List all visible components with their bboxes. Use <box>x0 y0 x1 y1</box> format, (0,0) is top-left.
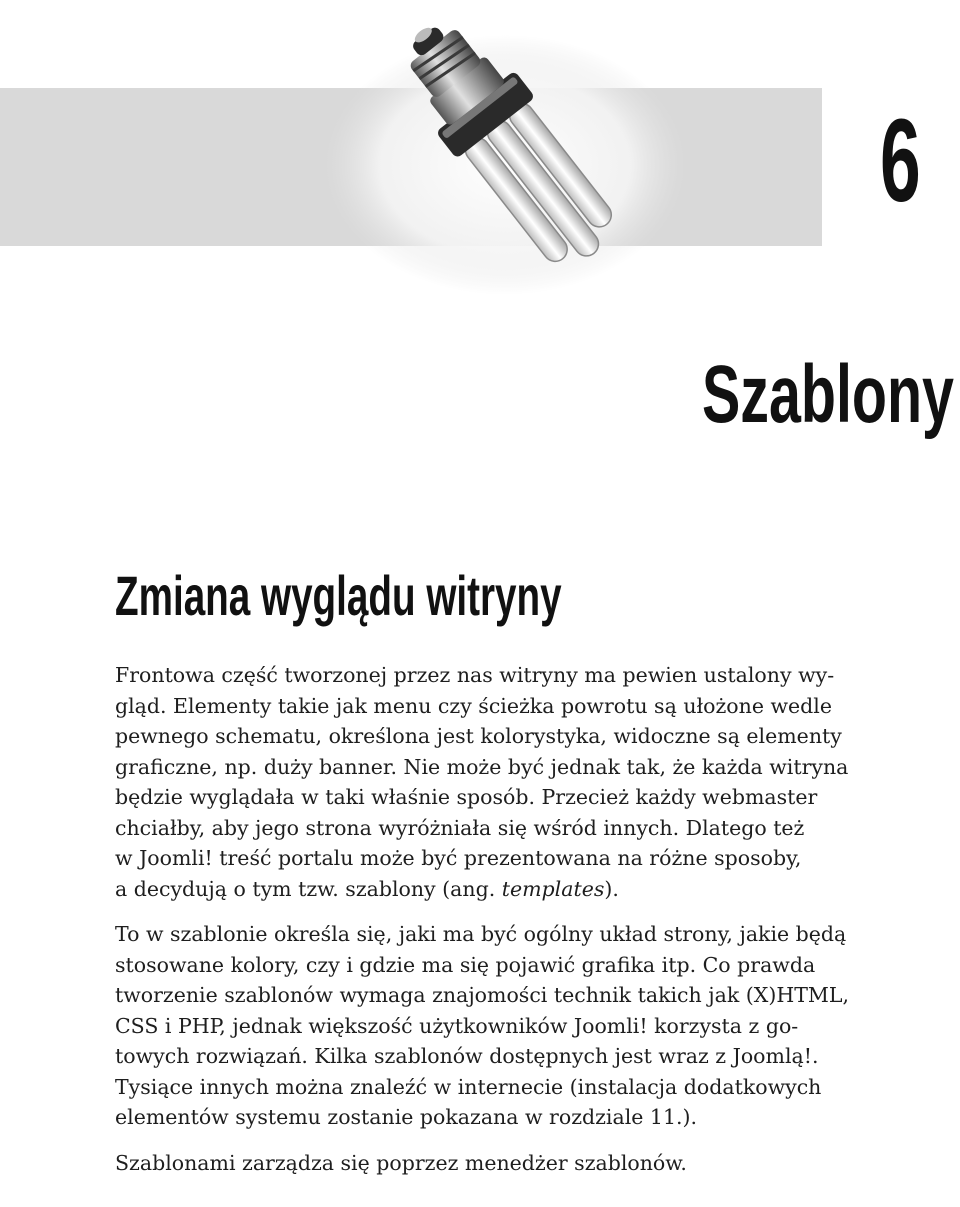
light-bulb-illustration <box>290 0 710 300</box>
paragraph-line: graficzne, np. duży banner. Nie może być jednak tak, że każda witryna <box>115 754 849 779</box>
paragraph-line: w Joomli! treść portalu może być prezentowana na różne sposoby, <box>115 846 802 870</box>
last-line-text: a decydują o tym tzw. szablony (ang. <box>115 876 502 901</box>
paragraph-line: pewnego schematu, określona jest kolorystyka, widoczne są elementy <box>115 724 842 748</box>
paragraph-line: towych rozwiązań. Kilka szablonów dostępnych jest wraz z Joomlą!. <box>115 1044 819 1068</box>
paragraph-1 <box>115 660 957 904</box>
emphasis-text: templates <box>501 876 605 901</box>
paragraph-line: CSS i PHP, jednak większość użytkowników Joomli! korzysta z go- <box>115 1013 799 1038</box>
paragraph-line: tworzenie szablonów wymaga znajomości technik takich jak (X)HTML, <box>115 983 850 1007</box>
paragraph-line: Frontowa część tworzonej przez nas witryny ma pewien ustalony wy- <box>115 663 835 687</box>
chapter-number: 6 <box>880 95 921 227</box>
paragraph-line: będzie wyglądała w taki właśnie sposób. Przecież każdy webmaster <box>115 785 818 809</box>
chapter-title: Szablony <box>702 349 954 440</box>
last-line-tail: ). <box>604 876 619 901</box>
paragraph-line: To w szablonie określa się, jaki ma być ogólny układ strony, jakie będą <box>115 922 847 946</box>
paragraph-line: gląd. Elementy takie jak menu czy ścieżka powrotu są ułożone wedle <box>115 693 832 718</box>
paragraph-line: Tysiące innych można znaleźć w internecie (instalacja dodatkowych <box>115 1074 822 1099</box>
paragraph-last-line <box>115 874 957 905</box>
paragraph-line: stosowane kolory, czy i gdzie ma się pojawić grafika itp. Co prawda <box>115 952 816 977</box>
paragraph-3: Szablonami zarządza się poprzez menedżer szablonów. <box>115 1150 687 1175</box>
paragraph-line: chciałby, aby jego strona wyróżniała się wśród innych. Dlatego też <box>115 815 805 840</box>
section-title: Zmiana wyglądu witryny <box>115 564 562 627</box>
paragraph-line: elementów systemu zostanie pokazana w rozdziale 11.). <box>115 1105 698 1129</box>
body-text <box>115 660 957 1193</box>
paragraph-2 <box>115 919 957 1133</box>
